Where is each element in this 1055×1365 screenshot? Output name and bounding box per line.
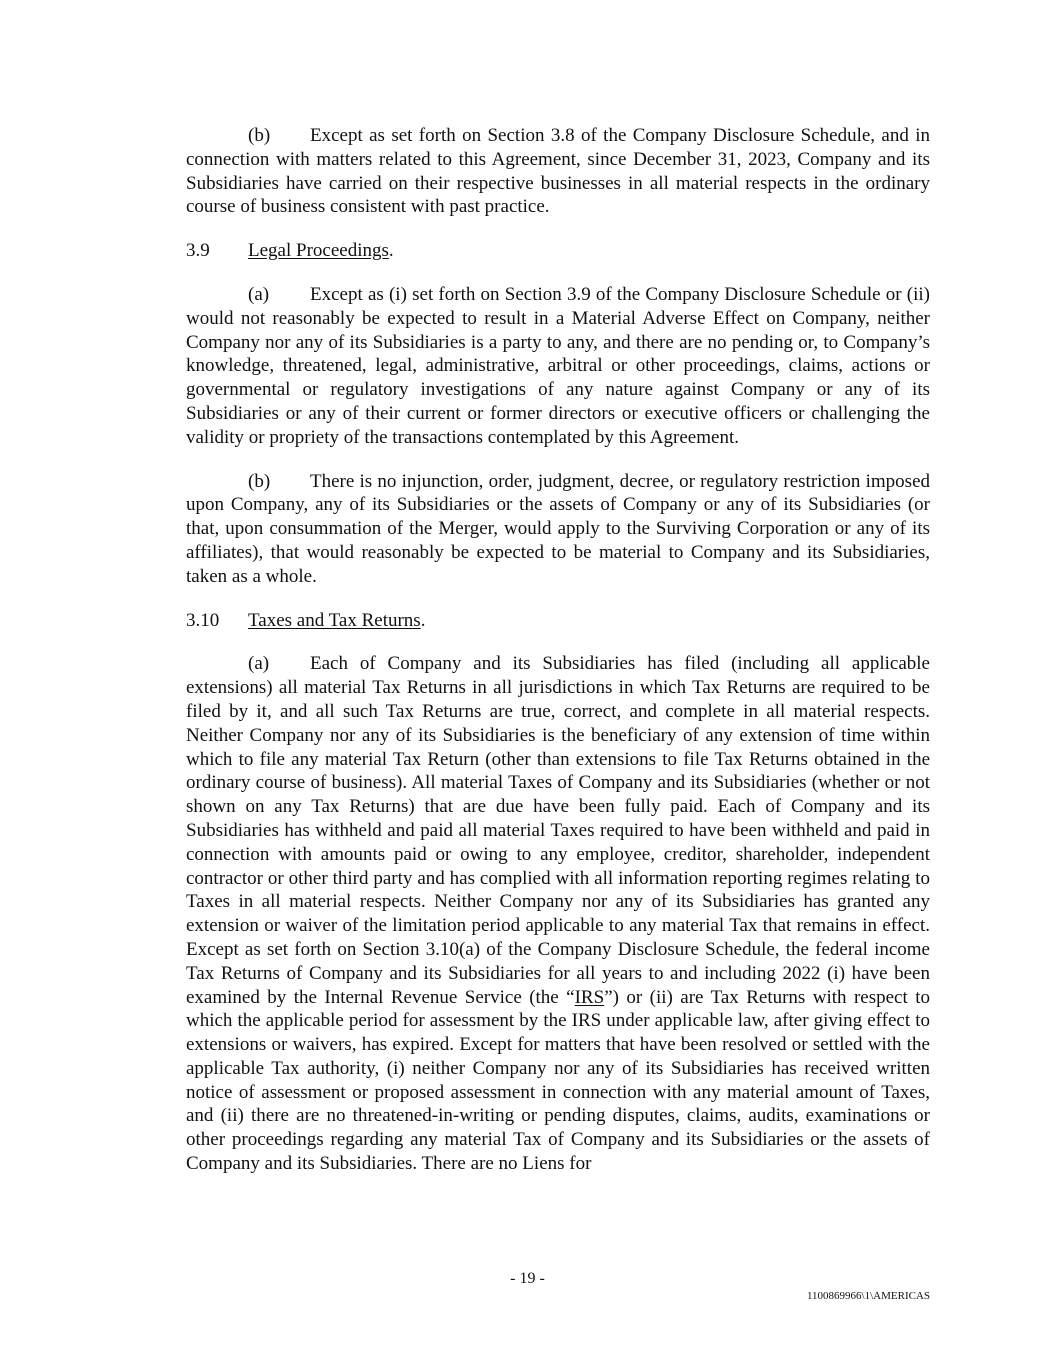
paragraph-text: There is no injunction, order, judgment, decree, or regulatory restriction imposed upon Company, any of its Subsidiaries or the assets of Company or any of its Subsidiaries (or that, upon consummation of the Merger, would apply to the Surviving Corporation or any of its affiliates), that would reasonably be expected to be material to Company and its Subsidiaries, taken as a whole. bbox=[186, 470, 930, 587]
paragraph-3-8-b bbox=[186, 124, 930, 219]
page-number: - 19 - bbox=[510, 1270, 545, 1287]
section-heading-3-9: 3.9 Legal Proceedings. bbox=[186, 240, 394, 262]
paragraph-3-10-a bbox=[186, 652, 930, 1176]
document-body bbox=[186, 124, 930, 1176]
paragraph-text: Except as (i) set forth on Section 3.9 of the Company Disclosure Schedule or (ii) would not reasonably be expected to result in a Material Adverse Effect on Company, neither Company nor any of its Subsidiaries is a party to any, and there are no pending or, to Company’s knowledge, threatened, legal, administrative, arbitral or other proceedings, claims, actions or governmental or regulatory investigations of any nature against Company or any of its Subsidiaries or any of their current or former directors or executive officers or challenging the validity or propriety of the transactions contemplated by this Agreement. bbox=[186, 283, 930, 448]
paragraph-label: (a) bbox=[248, 283, 270, 305]
section-heading-3-10: 3.10 Taxes and Tax Returns. bbox=[186, 609, 426, 631]
paragraph-3-9-b bbox=[186, 470, 930, 589]
defined-term-irs: IRS bbox=[574, 986, 605, 1008]
paragraph-label: (b) bbox=[248, 125, 271, 146]
paragraph-text: Except as set forth on Section 3.8 of the Company Disclosure Schedule, and in connection with matters related to this Agreement, since December 31, 2023, Company and its Subsidiaries have carried on their respective businesses in all material respects in the ordinary course of business consistent with past practice. bbox=[186, 125, 930, 218]
paragraph-label: (a) bbox=[248, 653, 270, 675]
paragraph-3-9-a bbox=[186, 283, 930, 450]
section-title: Taxes and Tax Returns bbox=[248, 609, 421, 631]
section-number: 3.10 bbox=[186, 609, 220, 631]
section-title: Legal Proceedings bbox=[248, 240, 389, 262]
paragraph-label: (b) bbox=[248, 470, 271, 492]
paragraph-text: Each of Company and its Subsidiaries has filed (including all applicable extensions) all material Tax Returns in all jurisdictions in which Tax Returns are required to be filed by it, and all such Tax Returns are true, correct, and complete in all material respects. Neither Company nor any of its Subsidiaries is the beneficiary of any extension of time within which to file any material Tax Return (other than extensions to file Tax Returns obtained in the ordinary course of business). All material Taxes of Company and its Subsidiaries (whether or not shown on any Tax Returns) that are due have been fully paid. Each of Company and its Subsidiaries has withheld and paid all material Taxes required to have been withheld and paid in connection with amounts paid or owing to any employee, creditor, shareholder, independent contractor or other third party and has complied with all information reporting regimes relating to Taxes in all material respects. Neither Company nor any of its Subsidiaries has granted any extension or waiver of the limitation period applicable to any material Tax that remains in effect. Except as set forth on Section 3.10(a) of the Company Disclosure Schedule, the federal income Tax Returns of Company and its Subsidiaries for all years to and including 2022 (i) have been examined by the Internal Revenue Service (the “ bbox=[186, 653, 930, 1008]
section-number: 3.9 bbox=[186, 240, 210, 262]
paragraph-text-continued: ”) or (ii) are Tax Returns with respect to which the applicable period for assessment by the IRS under applicable law, after giving effect to extensions or waivers, has expired. Except for matters that have been resolved or settled with the applicable Tax authority, (i) neither Company nor any of its Subsidiaries has received written notice of assessment or proposed assessment in connection with any material amount of Taxes, and (ii) there are no threatened-in-writing or pending disputes, claims, audits, examinations or other proceedings regarding any material Tax of Company and its Subsidiaries or the assets of Company and its Subsidiaries. There are no Liens for bbox=[186, 986, 930, 1175]
document-id: 1100869966\1\AMERICAS bbox=[806, 1290, 930, 1302]
